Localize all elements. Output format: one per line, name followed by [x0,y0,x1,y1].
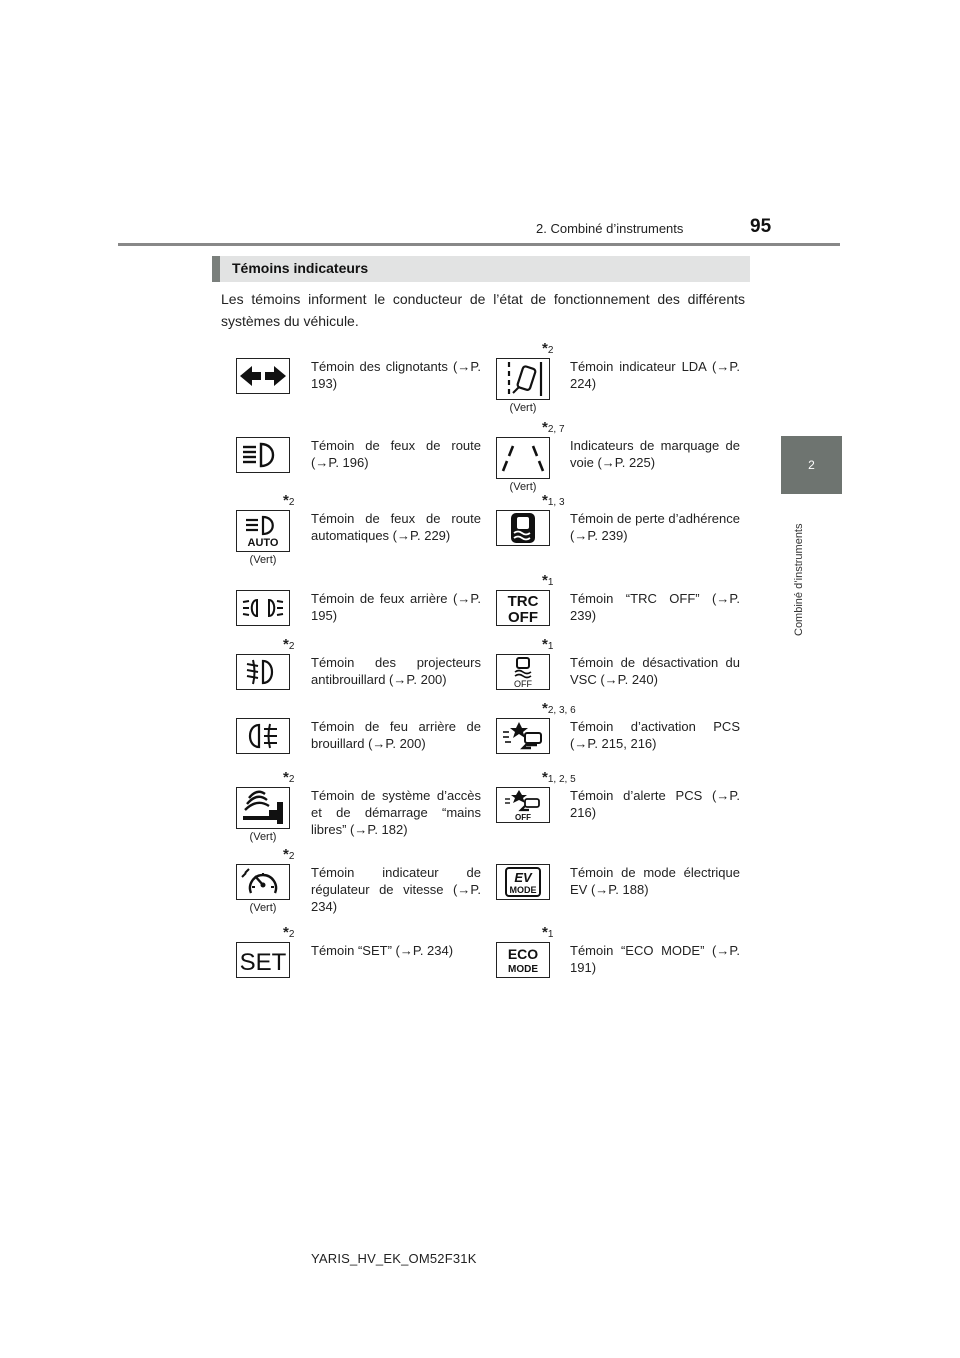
smart-entry-indicator [236,787,290,829]
color-note: (Vert) [509,402,537,414]
indicator-description: Indicateurs de marquage de voie (→P. 225) [570,438,740,470]
chapter-number: 2 [808,458,815,472]
set-indicator [236,942,290,978]
front-fog-icon [237,655,289,689]
indicator-description: Témoin “SET” (→P. 234) [311,943,454,958]
indicator-description: Témoin de désactivation du VSC (→P. 240) [570,655,740,687]
eco-mode-indicator [496,942,550,978]
footnote-asterisk: * [542,492,548,509]
pcs-indicator [496,718,550,754]
footnote-marker [542,572,553,589]
color-note: (Vert) [249,902,277,914]
header-section-title: 2. Combiné d’instruments [536,221,684,236]
turn-signal-indicator [236,358,290,394]
chapter-side-label: Combiné d’instruments [793,523,805,636]
chapter-tab [781,436,842,494]
footnote-asterisk: * [542,636,548,653]
color-note: (Vert) [249,831,277,843]
footnote-asterisk: * [283,924,289,941]
indicator-description: Témoin “TRC OFF” (→P. 239) [570,591,740,623]
footnote-marker [542,419,565,436]
slip-indicator [496,510,550,546]
footnote-number: 2 [288,641,295,652]
lda-icon [497,359,549,399]
indicator-description: Témoin de mode électrique EV (→P. 188) [570,865,740,897]
footnote-marker [283,769,294,786]
footnote-marker [542,636,553,653]
eco-mode-icon-label: ECO [507,946,539,962]
indicator-description: Témoin de feux arrière (→P. 195) [311,591,481,623]
footnote-marker [283,924,294,941]
pcs-warning-icon [497,788,549,822]
high-beam-icon [237,438,289,472]
set-icon [237,943,289,977]
eco-mode-icon [497,943,549,977]
footnote-marker [542,700,576,717]
high-beam-indicator [236,437,290,473]
footnote-number: 1 [547,577,554,588]
ev-mode-icon-label: MODE [509,885,537,895]
footnote-asterisk: * [283,846,289,863]
indicator-description: Témoin d’alerte PCS (→P. 216) [570,788,740,820]
ev-mode-icon-label: EV [514,870,532,885]
footnote-asterisk: * [283,492,289,509]
footnote-number: 1 [547,929,554,940]
footnote-marker [542,769,576,786]
vsc-off-indicator [496,654,550,690]
turn-signal-icon [237,359,289,393]
footnote-asterisk: * [542,700,548,717]
slip-icon [497,511,549,545]
document-footer-code: YARIS_HV_EK_OM52F31K [311,1251,477,1266]
indicator-description: Témoin de feux de route (→P. 196) [311,438,481,470]
footnote-number: 2, 3, 6 [547,705,576,716]
footnote-marker [283,636,294,653]
vsc-off-icon [497,655,549,689]
smart-entry-icon [237,788,289,828]
trc-off-icon-label: TRC [507,593,539,610]
trc-off-indicator [496,590,550,626]
page-number: 95 [750,216,772,237]
trc-off-icon [497,591,549,625]
footnote-asterisk: * [283,769,289,786]
footnote-number: 2 [288,497,295,508]
indicator-description: Témoin d’activation PCS (→P. 215, 216) [570,719,740,751]
pcs-icon [497,719,549,753]
indicator-description: Témoin indicateur de régulateur de vitesse (→P. 234) [311,865,481,914]
pcs-warning-indicator [496,787,550,823]
cruise-control-indicator [236,864,290,900]
indicator-description: Témoin des clignotants (→P. 193) [311,359,481,391]
footnote-marker [542,492,565,509]
auto-high-beam-icon [237,511,289,551]
lda-indicator [496,358,550,400]
footnote-number: 1, 3 [547,497,565,508]
footnote-number: 2 [288,774,295,785]
footnote-marker [283,846,294,863]
footnote-asterisk: * [283,636,289,653]
trc-off-icon-label: OFF [508,609,538,625]
color-note: (Vert) [249,554,277,566]
vsc-off-icon-label: OFF [514,679,532,689]
footnote-asterisk: * [542,340,548,357]
rear-fog-indicator [236,718,290,754]
indicator-description: Témoin de système d’accès et de démarrage “mains libres” (→P. 182) [311,788,481,837]
footnote-number: 2 [288,929,295,940]
lane-marking-indicator [496,437,550,479]
intro-paragraph: Les témoins informent le conducteur de l’état de fonctionnement des différents systèmes du véhicule. [221,291,745,329]
footnote-number: 2 [288,851,295,862]
footnote-marker [542,924,553,941]
footnote-marker [542,340,553,357]
indicator-description: Témoin des projecteurs antibrouillard (→P. 200) [311,655,481,687]
ev-mode-icon [497,865,549,899]
indicator-description: Témoin indicateur LDA (→P. 224) [570,359,740,391]
footnote-asterisk: * [542,769,548,786]
footnote-asterisk: * [542,572,548,589]
indicator-description: Témoin “ECO MODE” (→P. 191) [570,943,740,975]
tail-light-icon [237,591,289,625]
footnote-number: 2 [547,345,554,356]
indicator-description: Témoin de perte d’adhérence (→P. 239) [570,511,740,543]
indicator-description: Témoin de feux de route automatiques (→P. 229) [311,511,481,543]
header-rule [118,243,840,246]
footnote-asterisk: * [542,419,548,436]
front-fog-indicator [236,654,290,690]
section-heading-bar [212,256,750,282]
pcs-warning-icon-label: OFF [515,813,531,822]
set-icon-label: SET [239,949,287,976]
footnote-number: 1 [547,641,554,652]
auto-high-beam-indicator [236,510,290,552]
color-note: (Vert) [509,481,537,493]
svg-text:AUTO: AUTO [247,537,279,549]
footnote-number: 1, 2, 5 [547,774,576,785]
ev-mode-indicator [496,864,550,900]
lane-marking-icon [497,438,549,478]
cruise-control-icon [237,865,289,899]
section-title: Témoins indicateurs [232,260,369,276]
footnote-asterisk: * [542,924,548,941]
indicator-description: Témoin de feu arrière de brouillard (→P. 200) [311,719,481,751]
tail-light-indicator [236,590,290,626]
eco-mode-icon-label: MODE [508,964,538,975]
footnote-number: 2, 7 [547,424,565,435]
footnote-marker [283,492,294,509]
rear-fog-icon [237,719,289,753]
